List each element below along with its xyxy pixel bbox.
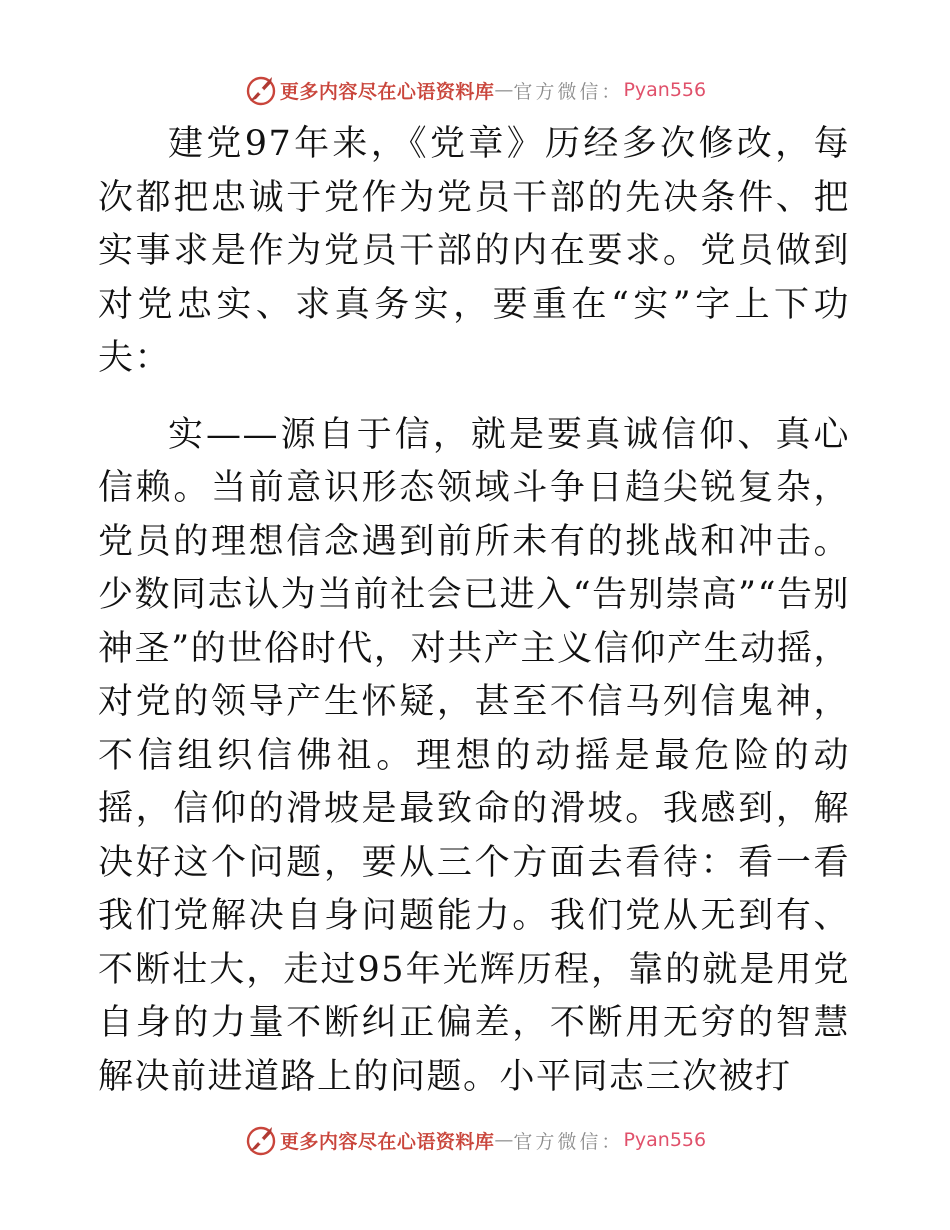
paragraph-2: 实——源自于信，就是要真诚信仰、真心信赖。当前意识形态领域斗争日趋尖锐复杂，党员的理想信念遇到前所未有的挑战和冲击。少数同志认为当前社会已进入“告别崇高”“告别神圣”的世俗时代，对共产主义信仰产生动摇，对党的领导产生怀疑，甚至不信马列信鬼神，不信组织信佛祖。理想的动摇是最危险的动摇，信仰的滑坡是最致命的滑坡。我感到，解决好这个问题，要从三个方面去看待：看一看我们党解决自身问题能力。我们党从无到有、不断壮大，走过95年光辉历程，靠的就是用党自身的力量不断纠正偏差，不断用无穷的智慧解决前进道路上的问题。小平同志三次被打 (98, 414, 850, 1097)
header-watermark (0, 70, 950, 110)
footer-watermark (0, 1120, 950, 1160)
watermark-official-label: 官方微信： (513, 80, 624, 103)
watermark-site-text: 更多内容尽在心语资料库 (279, 1130, 495, 1153)
quill-pen-circle-icon (244, 73, 278, 107)
paragraph-1: 建党97年来，《党章》历经多次修改，每次都把忠诚于党作为党员干部的先决条件、把实事求是作为党员干部的内在要求。党员做到对党忠实、求真务实，要重在“实”字上下功夫： (98, 124, 850, 378)
watermark-wechat-id: Pyan556 (623, 1129, 707, 1151)
watermark-site-text: 更多内容尽在心语资料库 (279, 80, 495, 103)
document-body (98, 118, 850, 1104)
watermark-wechat-id: Pyan556 (623, 79, 707, 101)
watermark-dash: — (494, 1129, 514, 1151)
quill-pen-circle-icon (244, 1123, 278, 1157)
watermark-dash: — (494, 79, 514, 101)
watermark-official-label: 官方微信： (513, 1130, 624, 1153)
